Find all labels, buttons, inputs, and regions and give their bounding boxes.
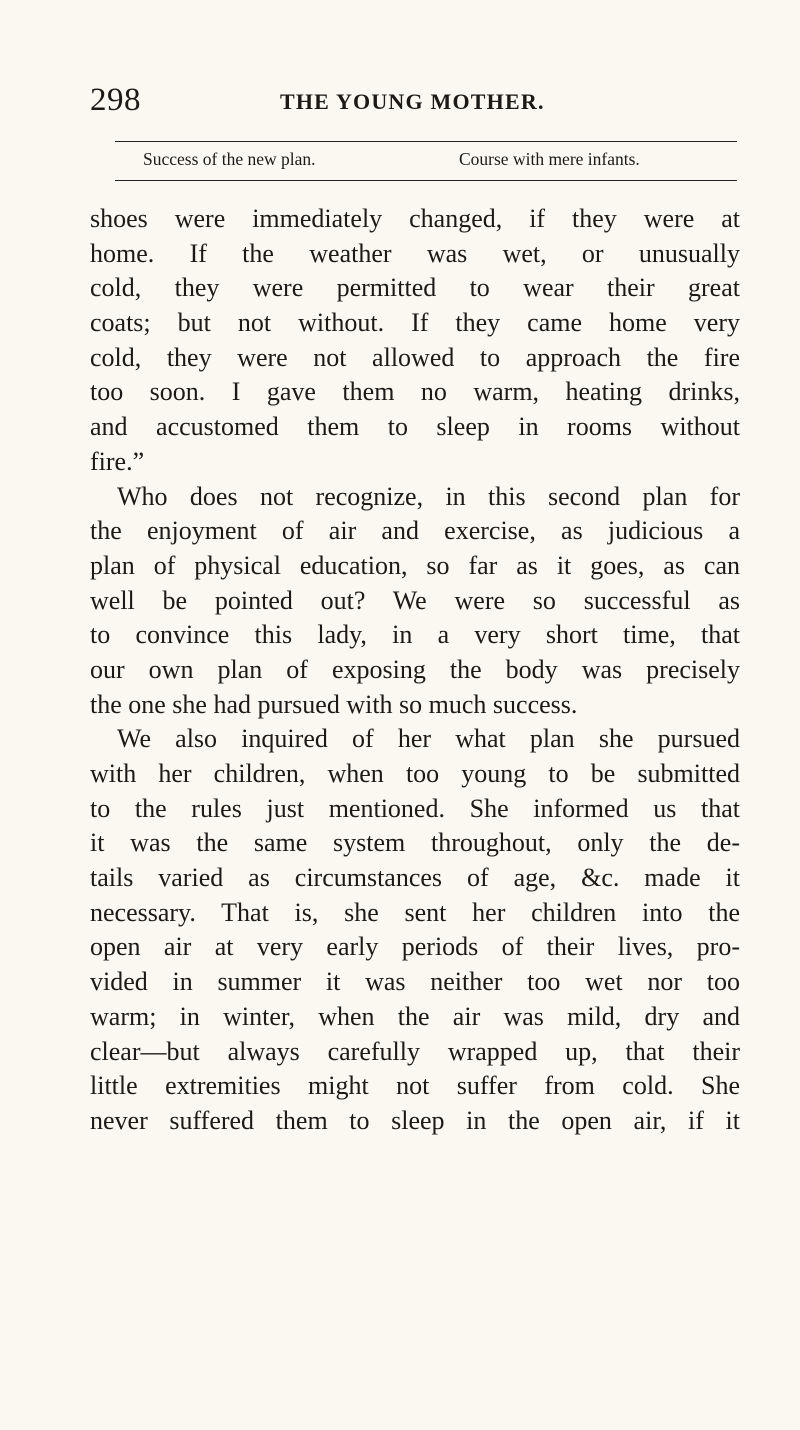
text-line: open air at very early periods of their lives, pro-: [90, 932, 740, 962]
paragraph-start-line: We also inquired of her what plan she pursued: [117, 724, 740, 754]
text-line: with her children, when too young to be submitted: [90, 759, 740, 788]
text-line: necessary. That is, she sent her children into the: [90, 897, 740, 927]
running-title: THE YOUNG MOTHER.: [280, 89, 545, 114]
text-line: little extremities might not suffer from cold. She: [90, 1071, 740, 1101]
text-line: clear—but always carefully wrapped up, that their: [90, 1036, 740, 1066]
text-line: cold, they were permitted to wear their great: [90, 273, 740, 303]
text-line: to convince this lady, in a very short time, that: [90, 620, 740, 650]
text-line: tails varied as circumstances of age, &c. made it: [90, 863, 740, 893]
subhead-left: Success of the new plan.: [143, 149, 316, 169]
text-line: coats; but not without. If they came home very: [90, 308, 740, 338]
text-line: plan of physical education, so far as it goes, as can: [90, 550, 740, 580]
text-line: shoes were immediately changed, if they were at: [90, 204, 740, 233]
page-number: 298: [90, 82, 141, 118]
text-line: fire.”: [90, 446, 145, 476]
marginal-subheads: [143, 148, 723, 172]
text-line: our own plan of exposing the body was precisely: [90, 654, 740, 684]
text-line: home. If the weather was wet, or unusually: [90, 238, 740, 268]
subhead-right: Course with mere infants.: [459, 149, 640, 169]
text-line: too soon. I gave them no warm, heating drinks,: [90, 377, 740, 407]
text-line: the one she had pursued with so much success.: [90, 689, 578, 719]
text-line: vided in summer it was neither too wet nor too: [90, 967, 740, 997]
text-line: it was the same system throughout, only the de-: [90, 828, 740, 858]
text-line: and accustomed them to sleep in rooms without: [90, 412, 740, 442]
paragraph-start-line: Who does not recognize, in this second plan for: [117, 481, 740, 511]
text-line: the enjoyment of air and exercise, as judicious a: [90, 516, 740, 546]
running-head: [90, 82, 740, 122]
text-line: to the rules just mentioned. She informed us that: [90, 793, 740, 823]
text-line: never suffered them to sleep in the open air, if it: [90, 1105, 740, 1135]
body-text: [90, 202, 740, 1139]
text-line: well be pointed out? We were so successful as: [90, 585, 740, 615]
header-rule-bottom: [115, 180, 737, 181]
text-line: cold, they were not allowed to approach the fire: [90, 342, 740, 372]
header-rule-top: [115, 141, 737, 142]
text-line: warm; in winter, when the air was mild, dry and: [90, 1001, 740, 1031]
